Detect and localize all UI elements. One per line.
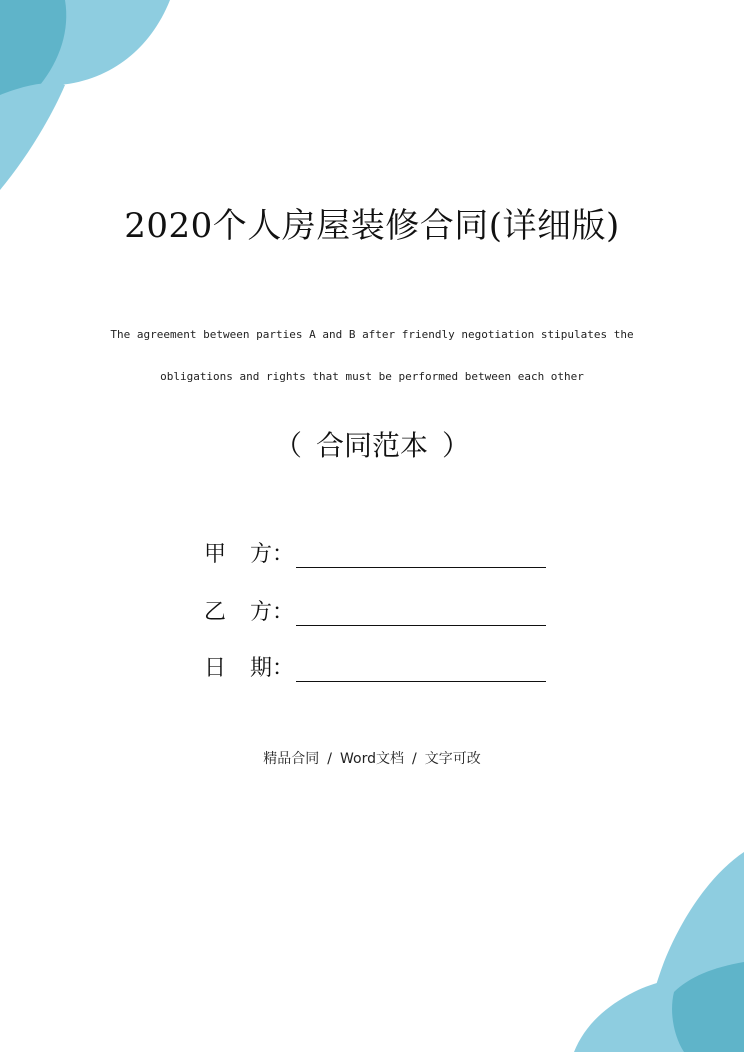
party-a-field — [204, 528, 546, 568]
party-b-label-char2: 方 — [250, 600, 273, 625]
corner-wave-lower — [0, 83, 65, 190]
english-subtitle-line-1: The agreement between parties A and B after friendly negotiation stipulates the — [110, 328, 634, 341]
party-a-label-char2: 方 — [250, 542, 273, 567]
party-a-label-char1: 甲 — [204, 542, 227, 567]
footer-separator-1: / — [327, 751, 332, 767]
footer-part-2: Word文档 — [340, 751, 404, 767]
party-a-blank-line[interactable] — [296, 541, 546, 568]
date-field — [204, 642, 546, 682]
date-label-char2: 期 — [250, 656, 273, 681]
template-label-text: 合同范本 — [315, 429, 428, 462]
top-left-decoration — [0, 0, 200, 200]
date-label — [204, 651, 298, 682]
open-paren: （ — [273, 429, 302, 462]
party-b-label-char1: 乙 — [204, 600, 227, 625]
close-paren: ） — [442, 429, 471, 462]
party-a-label — [204, 537, 298, 568]
party-a-label-colon: ： — [272, 542, 295, 567]
footer-separator-2: / — [411, 751, 417, 767]
english-subtitle-line-2: obligations and rights that must be performed between each other — [160, 370, 584, 383]
date-label-colon: ： — [272, 656, 295, 681]
template-label — [0, 422, 744, 470]
document-title: 2020个人房屋装修合同(详细版) — [124, 206, 620, 246]
footer-part-1: 精品合同 — [263, 751, 320, 767]
date-blank-line[interactable] — [296, 655, 546, 682]
party-b-label-colon: ： — [272, 600, 295, 625]
footer-part-3: 文字可改 — [424, 751, 481, 767]
party-b-blank-line[interactable] — [296, 599, 546, 626]
bottom-right-decoration — [544, 852, 744, 1052]
date-label-char1: 日 — [204, 656, 227, 681]
party-b-field — [204, 586, 546, 626]
party-b-label — [204, 595, 298, 626]
footer-tagline — [0, 748, 744, 768]
